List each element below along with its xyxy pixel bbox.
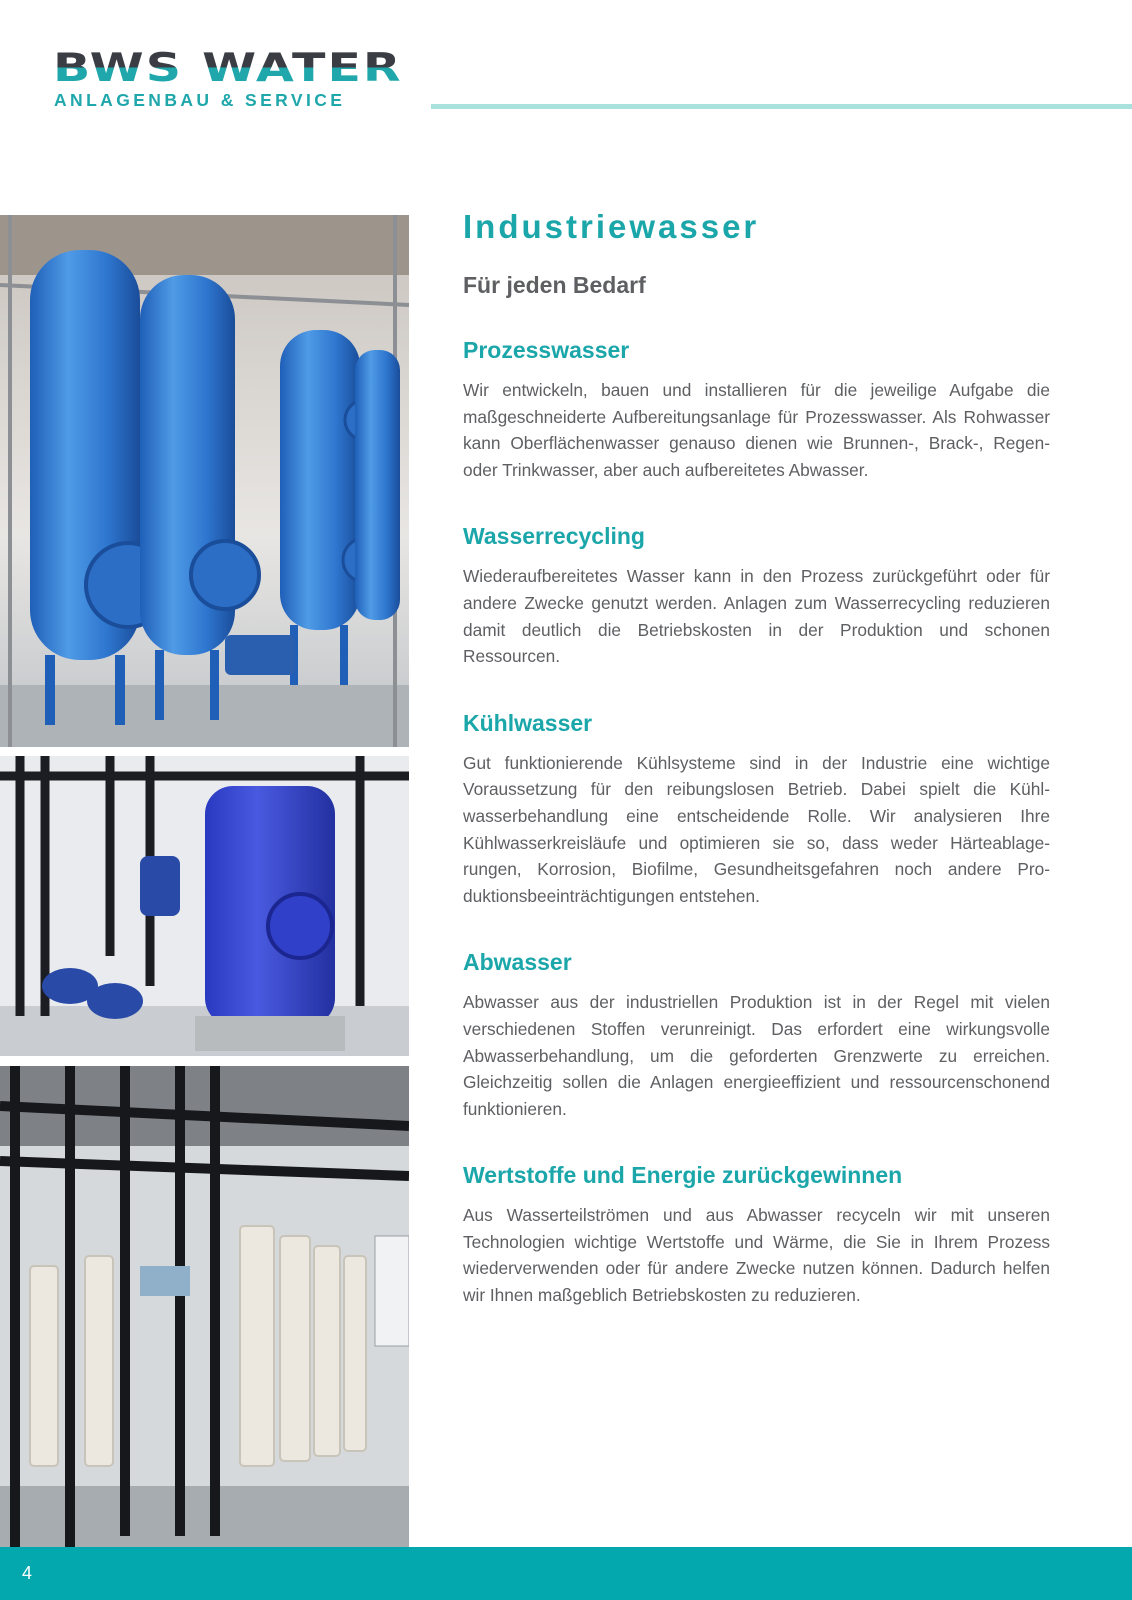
page-title: Industriewasser xyxy=(463,208,760,245)
section-title: Wasserrecycling xyxy=(463,523,645,550)
footer-bar xyxy=(0,1547,1132,1600)
logo-wordmark: BWS WATER xyxy=(53,50,413,87)
section-wasserrecycling xyxy=(463,521,1050,669)
section-title: Kühlwasser xyxy=(463,709,593,736)
logo-tagline: ANLAGENBAU & SERVICE xyxy=(54,90,346,110)
page-number: 4 xyxy=(22,1563,33,1583)
section-prozesswasser xyxy=(463,335,1050,483)
section-title: Prozesswasser xyxy=(463,337,630,363)
photo-membrane-modules xyxy=(0,1066,409,1548)
section-body: Wiederaufbereitetes Wasser kann in den Prozess zurückgeführt oder für andere Zwecke genutzt werden. Anlagen zum Wasserrecycling reduzieren damit deutlich die Betriebskosten in der Produktion und schonen Ressourcen. xyxy=(463,566,1050,667)
section-body: Gut funktionierende Kühlsysteme sind in der Industrie eine wichtige Voraussetzung für den reibungslosen Betrieb. Dabei spielt die Kühlwasserbehandlung eine entscheidende Rolle. Wir analysieren Ihre Kühlwasserkreisläufe und optimieren sie so, dass weder Härteablagerungen, Korrosion, Biofilme, Gesundheitsgefahren noch andere Produktionsbeeinträchtigungen entstehen. xyxy=(463,752,1050,906)
content-column xyxy=(463,205,1050,1309)
section-title: Wertstoffe und Energie zurückgewinnen xyxy=(463,1162,903,1189)
section-title: Abwasser xyxy=(463,949,572,976)
company-logo xyxy=(53,45,413,110)
section-wertstoffe xyxy=(463,1160,1050,1308)
page-subtitle: Für jeden Bedarf xyxy=(463,272,646,298)
header-rule xyxy=(431,104,1132,109)
section-kuehlwasser xyxy=(463,708,1050,910)
section-body: Aus Wasserteilströmen und aus Abwasser recyceln wir mit unseren Technologien wichtige Wertstoffe und Wärme, die Sie in Ihrem Prozess wiederverwenden oder für andere Zwecke nutzen können. Dadurch helfen wir Ihnen maßgeblich Betriebskosten zu reduzieren. xyxy=(463,1205,1050,1306)
section-body: Abwasser aus der industriellen Produktion ist in der Regel mit vielen verschiedenen Stoffen verunreinigt. Das erfordert eine wirkungsvolle Abwasserbehandlung, um die geforderten Grenzwerte zu erreichen. Gleichzeitig sollen die Anlagen energieeffizient und ressourcenschonend funktionieren. xyxy=(463,992,1050,1119)
section-abwasser xyxy=(463,947,1050,1122)
photo-filter-tanks xyxy=(0,215,409,747)
photo-pumps-tank xyxy=(0,756,409,1056)
section-body: Wir entwickeln, bauen und installieren für die jeweilige Aufgabe die maßgeschneiderte Aufbereitungsanlage für Prozesswasser. Als Rohwasser kann Oberflächenwasser genauso dienen wie Brunnen-, Brack-, Regen- oder Trinkwasser, aber auch aufbereitetes Abwasser. xyxy=(463,380,1050,480)
